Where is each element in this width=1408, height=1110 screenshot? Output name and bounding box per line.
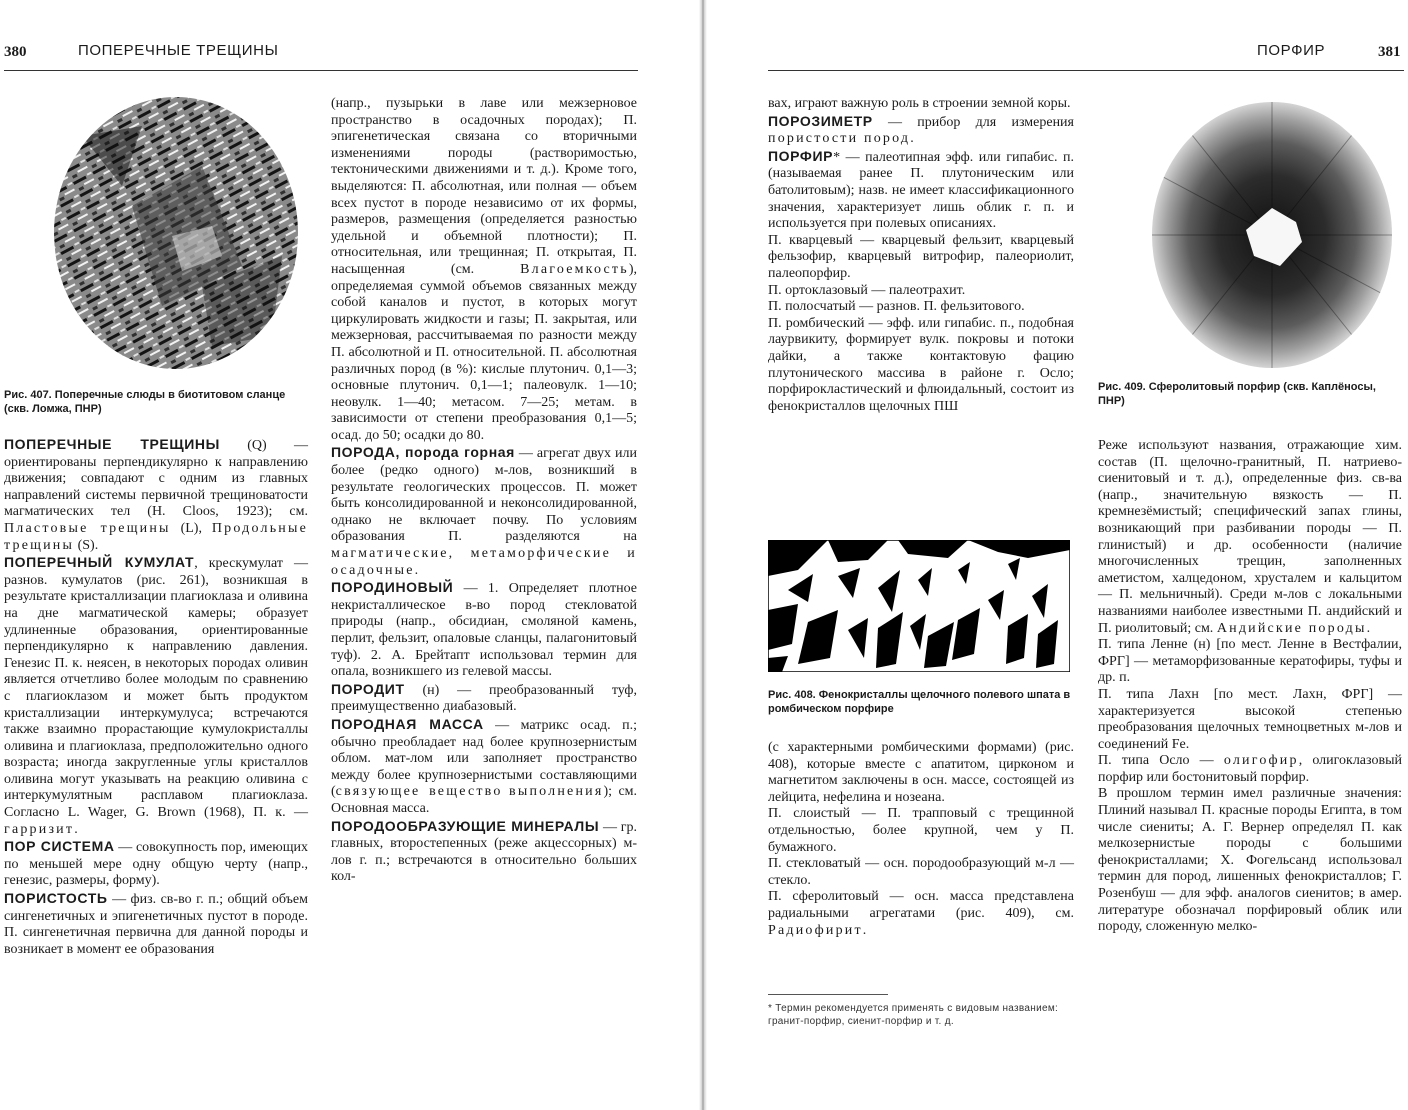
running-head-right: ПОРФИР bbox=[1257, 42, 1326, 59]
entry-text: . bbox=[862, 922, 867, 938]
entry-text: — матрикс осад. п.; обычно преобладает над более крупнозернистым облом. мат-лом или заполняет пространство между более крупнозернистыми составляющими ( bbox=[331, 717, 638, 800]
entry-text: (н) — преобразованный туф, преимущественно диабазовый. bbox=[331, 682, 637, 715]
entry-text: П. кварцевый — кварцевый фельзит, кварцевый фельзофир, кварцевый витрофир, палеориолит, палеопорфир. bbox=[768, 232, 1074, 281]
dictionary-entry bbox=[768, 113, 1074, 148]
entry-crossref: гарризит bbox=[4, 821, 75, 837]
entry-text: . bbox=[414, 562, 419, 578]
entry-text: , олигоклазовый порфир или бостонитовый порфир. bbox=[1098, 753, 1402, 785]
entry-text: (с характерными ромбическими формами) (рис. 408), которые вместе с апатитом, цирконом и магнетитом заключены в осн. массе, состоящей из лейцита, нефелина и нозеана. bbox=[768, 740, 1074, 805]
dictionary-entry bbox=[768, 856, 1074, 889]
left-page bbox=[0, 0, 700, 1110]
dictionary-entry bbox=[1098, 687, 1402, 753]
entry-text: П. типа Лахн [по мест. Лахн, ФРГ] — характеризуется высокой степенью преобразования щелочных темноцветных м-лов и соединений Fe. bbox=[1098, 686, 1402, 752]
dictionary-entry bbox=[768, 740, 1074, 806]
entry-crossref: выполнения bbox=[509, 784, 604, 800]
entry-text: П. слоистый — П. трапповый с трещинной отдельностью, более крупной, чем у П. бумажного. bbox=[768, 806, 1074, 855]
entry-text: ); см. Основная масса. bbox=[331, 784, 638, 816]
footnote: * Термин рекомендуется применять с видовым названием: гранит-порфир, сиенит-порфир и т. д. bbox=[768, 1003, 1059, 1027]
entry-text: П. ромбический — эфф. или гипабис. п., подобная лаурвикиту, формирует вулк. покровы и потоки дайки, а также контактовую фацию плутонического массива в районе г. Осло; порфирокластический и флюидальный, состоит из фенокристаллов щелочных ПШ bbox=[768, 315, 1074, 414]
dictionary-entry bbox=[768, 148, 1074, 233]
dictionary-entry bbox=[768, 96, 1074, 113]
dictionary-entry bbox=[768, 889, 1074, 939]
entry-text: * — палеотипная эфф. или гипабис. п. (называемая ранее П. плутоническим или батолитовым); назв. не имеет классификационного значения, характеризует лишь облик г. п. и используется при полевых описаниях. bbox=[768, 149, 1074, 232]
entry-text: , крескумулат — разнов. кумулатов (рис. 261), возникшая в результате кристаллизации плагиоклаза и оливина на дне магматической камеры; образует удлиненные образования, ориентированные перпендикулярно к направлению давления. Генезис П. к. неясен, в некоторых породах оливин является отчетливо более молодым по сравнению с плагиоклазом и может быть продуктом кристаллизации интеркумулуса; встречаются также взаимно прорастающие кумулокристаллы оливина и плагиоклаза, предположительно одного возраста; иногда закругленные углы кристаллов оливина могут указывать на реакцию оливина с интеркумулятным расплавом плагиоклаза. Согласно L. Wager, G. Brown (1968), П. к. — bbox=[4, 556, 308, 821]
entry-text: П. типа Осло — bbox=[1098, 753, 1224, 769]
page-number-left: 380 bbox=[4, 44, 27, 60]
entry-crossref: магматические, метаморфические и осадочные bbox=[331, 546, 637, 578]
entry-term: ПОРОЗИМЕТР bbox=[768, 112, 873, 129]
entry-term: ПОР СИСТЕМА bbox=[4, 838, 115, 855]
entry-text: (напр., пузырьки в лаве или межзерновое пространство в осадочных породах); П. эпигенетическая связана со вторичными изменениями породы (растворимостью, тектоническими движениями и т. д.). Кроме того, выделяются: П. абсолютная, или полная — объем всех пустот в породе независимо от их формы, размеров, размещения (определяется разностью удельной и объемной плотности); П. относительная, или трещинная; П. открытая, П. насыщенная (см. bbox=[331, 96, 637, 277]
entry-term: ПОРОДНАЯ МАССА bbox=[331, 715, 484, 732]
entry-text: П. стекловатый — осн. породообразующий м-л — стекло. bbox=[768, 856, 1074, 888]
dictionary-entry bbox=[768, 316, 1074, 416]
right-column-2 bbox=[1098, 438, 1402, 936]
entry-crossref: пористости пород bbox=[768, 131, 911, 147]
entry-text: — совокупность пор, имеющих по меньшей мере одну общую черту (напр., генезис, размеры, форму). bbox=[4, 840, 308, 889]
right-column-1-top bbox=[768, 96, 1074, 415]
figure-408-phenocrysts bbox=[768, 540, 1070, 672]
entry-crossref: Андийские породы bbox=[1216, 620, 1367, 636]
entry-text: П. сферолитовый — осн. масса представлена радиальными агрегатами (рис. 409), см. bbox=[768, 889, 1074, 921]
entry-crossref: Продольные трещины bbox=[4, 520, 308, 553]
left-column-2 bbox=[331, 96, 637, 886]
dictionary-entry bbox=[1098, 786, 1402, 935]
figure-409-caption: Рис. 409. Сферолитовый порфир (скв. Каплёносы, ПНР) bbox=[1098, 381, 1376, 407]
figure-407-micrograph bbox=[52, 96, 300, 371]
dictionary-entry bbox=[768, 233, 1074, 283]
figure-408-caption: Рис. 408. Фенокристаллы щелочного полевого шпата в ромбическом порфире bbox=[768, 689, 1071, 715]
right-page bbox=[704, 0, 1408, 1110]
entry-text: В прошлом термин имел различные значения: Плиний называл П. красные породы Египта, в том числе сиениты; А. Г. Вернер определял П. как мелкозернистые породы с большими фенокристаллами; Х. Фогельсанд использовал термин для пород, лишенных фенокристаллов; Г. Розенбуш — для эфф. аналогов сиенитов; в амер. литературе обозначал порфировый облик или породу, сложенную мелко- bbox=[1098, 786, 1402, 935]
dictionary-entry bbox=[1098, 438, 1402, 637]
dictionary-entry bbox=[1098, 753, 1402, 786]
entry-term: ПОРОДИТ bbox=[331, 680, 405, 697]
entry-text: ), определяемая суммой объемов связанных между собой каналов и пустот, в которых могут циркулировать жидкости и газы; П. закрытая, или межзерновая, рассчитываемая по разности между П. абсолютной и П. относительной. П. абсолютная различных пород (в %): кислые плутонич. 0,1—3; основные плутонич. 0,1—1; палеовулк. 1—10; неовулк. 1—40; метасом. 7—25; метам. в зависимости от степени преобразования 0,1—5; осад. до 50; осадки до 80. bbox=[331, 261, 637, 443]
entry-text: — 1. Определяет плотное некристаллическое в-во пород стекловатой природы (напр., обсидиан, смоляной камень, перлит, фельзит, опаловые сланцы, палагонитовый туф). 2. А. Брейтапт использовал термин для опала, возникшего из гелевой массы. bbox=[331, 581, 637, 680]
figure-409-spherulite bbox=[1150, 100, 1394, 370]
left-column-1 bbox=[4, 436, 308, 958]
header-rule-right bbox=[768, 70, 1404, 71]
entry-text: . bbox=[1366, 620, 1371, 636]
dictionary-entry bbox=[768, 806, 1074, 856]
entry-text: вах, играют важную роль в строении земной коры. bbox=[768, 96, 1071, 111]
entry-text: — прибор для измерения bbox=[872, 114, 1074, 130]
figure-407-caption: Рис. 407. Поперечные слюды в биотитовом сланце (скв. Ломжа, ПНР) bbox=[4, 389, 286, 415]
dictionary-entry bbox=[331, 96, 637, 444]
dictionary-entry bbox=[1098, 637, 1402, 687]
entry-text: . bbox=[910, 131, 914, 147]
header-rule-left bbox=[4, 70, 638, 71]
entry-crossref: Влагоемкость bbox=[520, 261, 629, 277]
entry-text: Реже используют названия, отражающие хим. состав (П. щелочно-гранитный, П. натриево-сиенитовый и т. д.), определенные физ. св-ва (напр., значительную вязкость — П. кремнезёмистый; специфический запах глины, возникающий при разбивании породы — П. глинистый) и др. особенности (наличие многочисленных трещин, заполненных аметистом, халцедоном, хрусталем и кальцитом — П. мельничный). Среди м-лов с локальными названиями наиболее известными П. андийский и П. риолитовый; см. bbox=[1098, 438, 1402, 636]
dictionary-entry bbox=[4, 554, 308, 838]
dictionary-entry bbox=[331, 444, 637, 579]
entry-text: — физ. св-во г. п.; общий объем сингенетичных и эпигенетичных пустот в породе. П. сингенетичная первична для данной породы и возникает в момент ее образования bbox=[4, 892, 308, 957]
entry-text: (L), bbox=[170, 520, 212, 536]
entry-term: ПОРОДИНОВЫЙ bbox=[331, 579, 454, 596]
entry-crossref: олигофир bbox=[1223, 753, 1299, 769]
entry-term: ПОРФИР bbox=[768, 147, 834, 164]
dictionary-entry bbox=[331, 681, 637, 716]
entry-term: ПОПЕРЕЧНЫЕ ТРЕЩИНЫ bbox=[4, 436, 220, 452]
page-number-right: 381 bbox=[1378, 44, 1401, 60]
dictionary-entry bbox=[4, 436, 308, 554]
right-column-1-bottom bbox=[768, 740, 1074, 939]
entry-text: П. ортоклазовый — палеотрахит. bbox=[768, 282, 966, 298]
entry-text: П. типа Ленне (н) [по мест. Ленне в Вестфалии, ФРГ] — метаморфизованные кератофиры, туфы и др. п. bbox=[1098, 637, 1402, 686]
entry-term: ПОРИСТОСТЬ bbox=[4, 890, 108, 907]
dictionary-entry bbox=[4, 838, 308, 890]
entry-term: ПОРОДА, порода горная bbox=[331, 444, 515, 461]
entry-term: ПОРОДООБРАЗУЮЩИЕ МИНЕРАЛЫ bbox=[331, 817, 600, 834]
entry-crossref: связующее вещество bbox=[335, 784, 503, 800]
entry-text: П. полосчатый — разнов. П. фельзитового. bbox=[768, 299, 1025, 315]
running-head-left: ПОПЕРЕЧНЫЕ ТРЕЩИНЫ bbox=[78, 42, 279, 59]
footnote-rule bbox=[768, 994, 888, 995]
dictionary-entry bbox=[331, 818, 637, 886]
dictionary-entry bbox=[768, 283, 1074, 300]
dictionary-entry bbox=[4, 890, 308, 958]
entry-text: — агрегат двух или более (редко одного) м-лов, возникший в результате геологических процессов. П. может быть консолидированной и неконсолидированной, однако не включает почву. По условиям образования П. разделяются на bbox=[331, 446, 637, 545]
entry-text: (Q) — ориентированы перпендикулярно к направлению движения; совпадают с одним из главных направлений системы первичной трещиноватости магматических тел (H. Cloos, 1923); см. bbox=[4, 438, 308, 520]
entry-term: ПОПЕРЕЧНЫЙ КУМУЛАТ bbox=[4, 554, 195, 571]
dictionary-entry bbox=[331, 579, 637, 681]
entry-text: . bbox=[74, 821, 78, 837]
dictionary-entry bbox=[768, 299, 1074, 316]
dictionary-entry bbox=[331, 716, 637, 818]
entry-text: (S). bbox=[74, 537, 99, 553]
entry-text: — гр. главных, второстепенных (реже акцессорных) м-лов г. п.; встречаются в относительно больших кол- bbox=[331, 819, 637, 885]
entry-crossref: Радиофирит bbox=[768, 922, 863, 938]
entry-crossref: Пластовые трещины bbox=[4, 520, 171, 536]
